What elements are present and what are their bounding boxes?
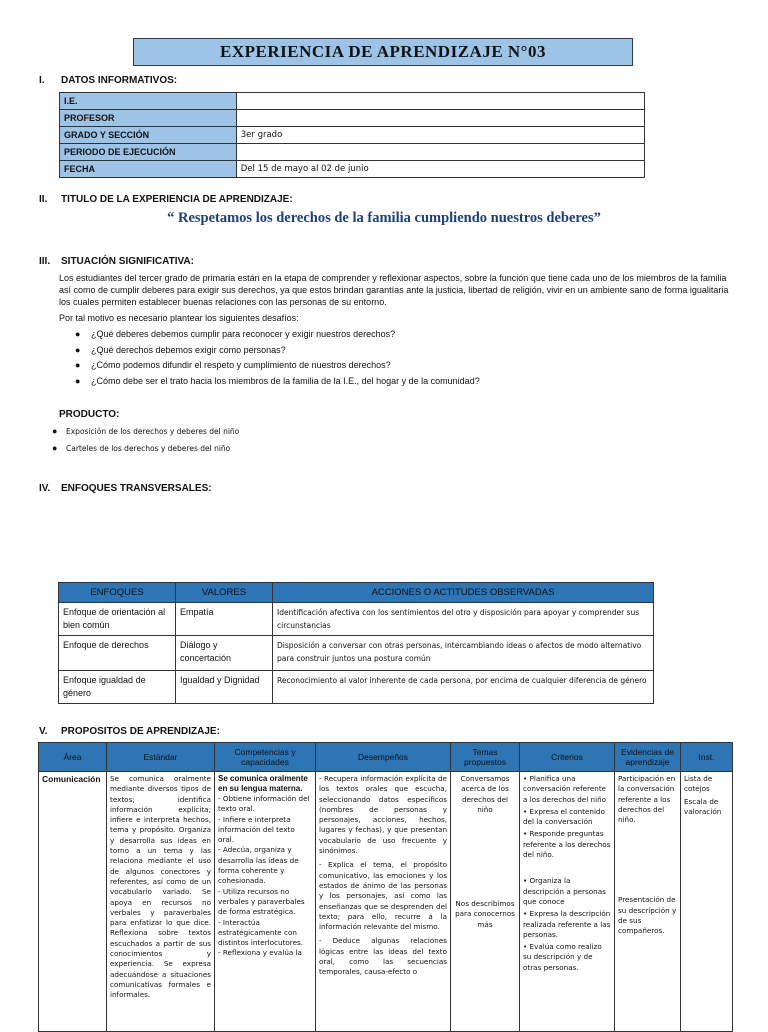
capacidad-item: - Obtiene información del texto oral. bbox=[218, 794, 310, 814]
question-text: ¿Qué deberes debemos cumplir para reconocer y exigir nuestros derechos? bbox=[91, 329, 396, 339]
accion-cell: Reconocimiento al valor inherente de cada persona, por encima de cualquier diferencia de género bbox=[273, 671, 654, 704]
section-number: IV. bbox=[39, 483, 51, 494]
estandar-text: Se comunica oralmente mediante diversos tipos de textos; identifica información explícita; infiere e interpreta hechos, tema y propósito. Organiza y desarrolla sus ideas en torno a un tema y las relaciona mediante el uso de algunos conectores y referentes, así como de un vocabulario variado. Se apoya en recursos no verbales y paraverbales para enfatizar lo que dice. Reflexiona sobre textos escuchados a partir de sus conocimientos y experiencia. Se expresa adecuándose a situaciones comunicativas formales e informales. bbox=[110, 774, 211, 1000]
producto-text: Exposición de los derechos y deberes del niño bbox=[66, 427, 240, 436]
capacidad-text: Reflexiona y evalúa la bbox=[222, 948, 302, 958]
table-row bbox=[59, 636, 654, 671]
area-cell: Comunicación bbox=[39, 772, 107, 1032]
criterio-item: • Responde preguntas referente a los derechos del niño. bbox=[523, 829, 611, 860]
section-number: II. bbox=[39, 194, 48, 205]
table-row bbox=[60, 110, 645, 127]
tema-text: Nos describimos para conocernos más bbox=[455, 899, 515, 929]
instrumentos-cell bbox=[681, 772, 733, 1032]
table-header-row bbox=[59, 583, 654, 603]
info-value bbox=[236, 144, 644, 161]
capacidad-item: - Reflexiona y evalúa la bbox=[218, 948, 302, 958]
page-title: EXPERIENCIA DE APRENDIZAJE N°03 bbox=[133, 38, 633, 66]
enfoque-cell: Enfoque de derechos bbox=[59, 636, 176, 671]
section-enfoques-heading bbox=[39, 483, 212, 494]
desempeno-item: - Recupera información explícita de los textos orales que escucha, seleccionando datos específicos (nombres de personas y personajes, acciones, hechos, lugares y fechas), y que presentan vocabulario de uso frecuente y sinónimos. bbox=[319, 774, 447, 856]
accion-cell: Disposición a conversar con otras personas, intercambiando ideas o afectos de modo alternativo para construir juntos una postura común bbox=[273, 636, 654, 671]
capacidad-text: Utiliza recursos no verbales y paraverbales de forma estratégica. bbox=[218, 886, 305, 917]
experience-title: “ Respetamos los derechos de la familia cumpliendo nuestros deberes” bbox=[167, 210, 601, 226]
info-label: PROFESOR bbox=[60, 110, 237, 127]
capacidad-item: - Infiere e interpreta información del texto oral. bbox=[218, 814, 295, 845]
list-item: ● Carteles de los derechos y deberes del niño bbox=[52, 443, 231, 453]
section-titulo-heading bbox=[39, 194, 293, 205]
column-header: VALORES bbox=[176, 583, 273, 603]
criterios-cell bbox=[520, 772, 615, 1032]
section-label: DATOS INFORMATIVOS: bbox=[61, 75, 178, 86]
desempeno-item: - Explica el tema, el propósito comunicativo, las emociones y los estados de ánimo de las personas y los personajes, así como las enseñanzas que se desprenden del texto; para ello, recurre a la información relevante del mismo. bbox=[319, 860, 447, 932]
column-header: Competencias y capacidades bbox=[215, 743, 316, 772]
criterio-item: • Planifica una conversación referente a los derechos del niño bbox=[523, 774, 607, 804]
criterio-item: • Organiza la descripción a personas que conoce bbox=[523, 876, 606, 906]
question-text: ¿Qué derechos debemos exigir como personas? bbox=[91, 344, 286, 355]
info-value bbox=[236, 110, 644, 127]
table-row bbox=[59, 603, 654, 636]
list-item: ● Exposición de los derechos y deberes del niño bbox=[52, 426, 240, 436]
column-header: Inst. bbox=[681, 743, 733, 772]
competencias-cell bbox=[215, 772, 316, 1032]
enfoque-cell: Enfoque igualdad de género bbox=[59, 671, 176, 704]
instrumento-text: Lista de cotejos bbox=[684, 774, 713, 794]
competencia-title: Se comunica oralmente en su lengua materna. bbox=[218, 774, 308, 793]
capacidad-text: Adecúa, organiza y desarrolla las ideas de forma coherente y cohesionada. bbox=[218, 845, 299, 886]
section-number: V. bbox=[39, 726, 48, 737]
column-header: ACCIONES O ACTITUDES OBSERVADAS bbox=[273, 583, 654, 603]
capacidad-text: Interactúa estratégicamente con distintos interlocutores. bbox=[218, 917, 304, 948]
propositos-table bbox=[38, 742, 733, 1032]
section-label: PROPOSITOS DE APRENDIZAJE: bbox=[61, 726, 220, 737]
column-header: Criterios bbox=[520, 743, 615, 772]
capacidad-item: - Interactúa estratégicamente con distintos interlocutores. bbox=[218, 917, 304, 948]
table-row bbox=[60, 144, 645, 161]
desempeno-text: Deduce algunas relaciones lógicas entre las ideas del texto oral, como las secuencias temporales, causa-efecto o bbox=[319, 936, 447, 977]
criterio-item: • Expresa la descripción realizada referente a las personas. bbox=[523, 909, 611, 939]
question-list bbox=[75, 327, 480, 389]
column-header: Área bbox=[39, 743, 107, 772]
section-label: TITULO DE LA EXPERIENCIA DE APRENDIZAJE: bbox=[61, 194, 293, 205]
table-row bbox=[60, 127, 645, 144]
table-row bbox=[60, 161, 645, 178]
temas-cell bbox=[451, 772, 520, 1032]
section-number: I. bbox=[39, 75, 45, 86]
valor-cell: Empatía bbox=[176, 603, 273, 636]
question-text: ¿Cómo debe ser el trato hacia los miembros de la familia de la I.E., del hogar y de la comunidad? bbox=[91, 375, 480, 386]
capacidad-item: - Adecúa, organiza y desarrolla las ideas de forma coherente y cohesionada. bbox=[218, 845, 299, 886]
column-header: ENFOQUES bbox=[59, 583, 176, 603]
valor-cell: Diálogo y concertación bbox=[176, 636, 273, 671]
evidencias-cell bbox=[615, 772, 681, 1032]
evidencia-text: Participación en la conversación referente a los derechos del niño. bbox=[618, 774, 676, 825]
producto-list bbox=[52, 423, 240, 457]
column-header: Evidencias de aprendizaje bbox=[615, 743, 681, 772]
section-label: ENFOQUES TRANSVERSALES: bbox=[61, 483, 212, 494]
info-value: Del 15 de mayo al 02 de junio bbox=[236, 161, 644, 178]
info-value: 3er grado bbox=[236, 127, 644, 144]
tema-text: Conversamos acerca de los derechos del niño bbox=[460, 774, 510, 814]
enfoque-cell: Enfoque de orientación al bien común bbox=[59, 603, 176, 636]
info-label: I.E. bbox=[60, 93, 237, 110]
section-situacion-heading bbox=[39, 256, 194, 267]
accion-cell: Identificación afectiva con los sentimientos del otro y disposición para apoyar y comprender sus circunstancias bbox=[273, 603, 654, 636]
list-item: ● ¿Cómo debe ser el trato hacia los miembros de la familia de la I.E., del hogar y de la comunidad? bbox=[75, 375, 480, 386]
evidencia-text: Presentación de su descripción y de sus compañeros. bbox=[618, 895, 677, 936]
producto-label: PRODUCTO: bbox=[59, 409, 120, 420]
info-table bbox=[59, 92, 645, 178]
criterio-item: • Evalúa como realizo su descripción y de otras personas. bbox=[523, 942, 602, 972]
info-label: PERIODO DE EJECUCIÓN bbox=[60, 144, 237, 161]
estandar-cell bbox=[107, 772, 215, 1032]
table-row bbox=[39, 772, 733, 1032]
capacidad-text: Infiere e interpreta información del texto oral. bbox=[218, 814, 295, 845]
section-label: SITUACIÓN SIGNIFICATIVA: bbox=[61, 256, 194, 267]
section-propositos-heading bbox=[39, 726, 220, 737]
situacion-paragraph: Los estudiantes del tercer grado de primaria están en la etapa de comprender y reflexionar aspectos, sobre la función que tiene cada uno de los miembros de la familia así como de cumplir deberes para exigir sus derechos, ya que estos brindan garantías ante la justicia, libertad de religión, vivir en un ambiente sano de forma igualitaria los cuales permiten establecer buenas relaciones con las personas de su entorno. bbox=[59, 273, 729, 307]
enfoques-table bbox=[58, 582, 654, 704]
situacion-intro: Por tal motivo es necesario plantear los siguientes desafíos: bbox=[59, 313, 299, 323]
info-value bbox=[236, 93, 644, 110]
list-item: ● ¿Qué deberes debemos cumplir para reconocer y exigir nuestros derechos? bbox=[75, 329, 396, 339]
desempeno-text: Recupera información explícita de los textos orales que escucha, seleccionando datos específicos (nombres de personas y personajes, acciones, hechos, lugares y fechas), y que presentan vocabulario de uso frecuente y sinónimos. bbox=[319, 774, 447, 856]
section-datos-heading bbox=[39, 75, 177, 86]
column-header: Estándar bbox=[107, 743, 215, 772]
valor-cell: Igualdad y Dignidad bbox=[176, 671, 273, 704]
list-item: ● ¿Cómo podemos difundir el respeto y cumplimiento de nuestros derechos? bbox=[75, 360, 391, 370]
question-text: ¿Cómo podemos difundir el respeto y cumplimiento de nuestros derechos? bbox=[91, 360, 391, 370]
criterio-item: • Expresa el contenido del la conversación bbox=[523, 806, 605, 827]
table-row bbox=[59, 671, 654, 704]
desempenos-cell bbox=[316, 772, 451, 1032]
instrumento-text: Escala de valoración bbox=[684, 796, 722, 816]
section-number: III. bbox=[39, 256, 51, 267]
producto-text: Carteles de los derechos y deberes del niño bbox=[66, 444, 231, 453]
list-item: ● ¿Qué derechos debemos exigir como personas? bbox=[75, 344, 286, 355]
capacidad-text: Obtiene información del texto oral. bbox=[218, 794, 310, 814]
info-label: FECHA bbox=[60, 161, 237, 178]
info-label: GRADO Y SECCIÓN bbox=[60, 127, 237, 144]
capacidad-item: - Utiliza recursos no verbales y paraverbales de forma estratégica. bbox=[218, 886, 305, 917]
desempeno-text: Explica el tema, el propósito comunicativo, las emociones y los estados de ánimo de las personas y los personajes, así como las enseñanzas que se desprenden del texto; para ello, recurre a la información relevante del mismo. bbox=[319, 860, 447, 932]
desempeno-item: - Deduce algunas relaciones lógicas entre las ideas del texto oral, como las secuencias temporales, causa-efecto o bbox=[319, 936, 447, 977]
table-header-row bbox=[39, 743, 733, 772]
column-header: Temas propuestos bbox=[451, 743, 520, 772]
table-row bbox=[60, 93, 645, 110]
column-header: Desempeños bbox=[316, 743, 451, 772]
